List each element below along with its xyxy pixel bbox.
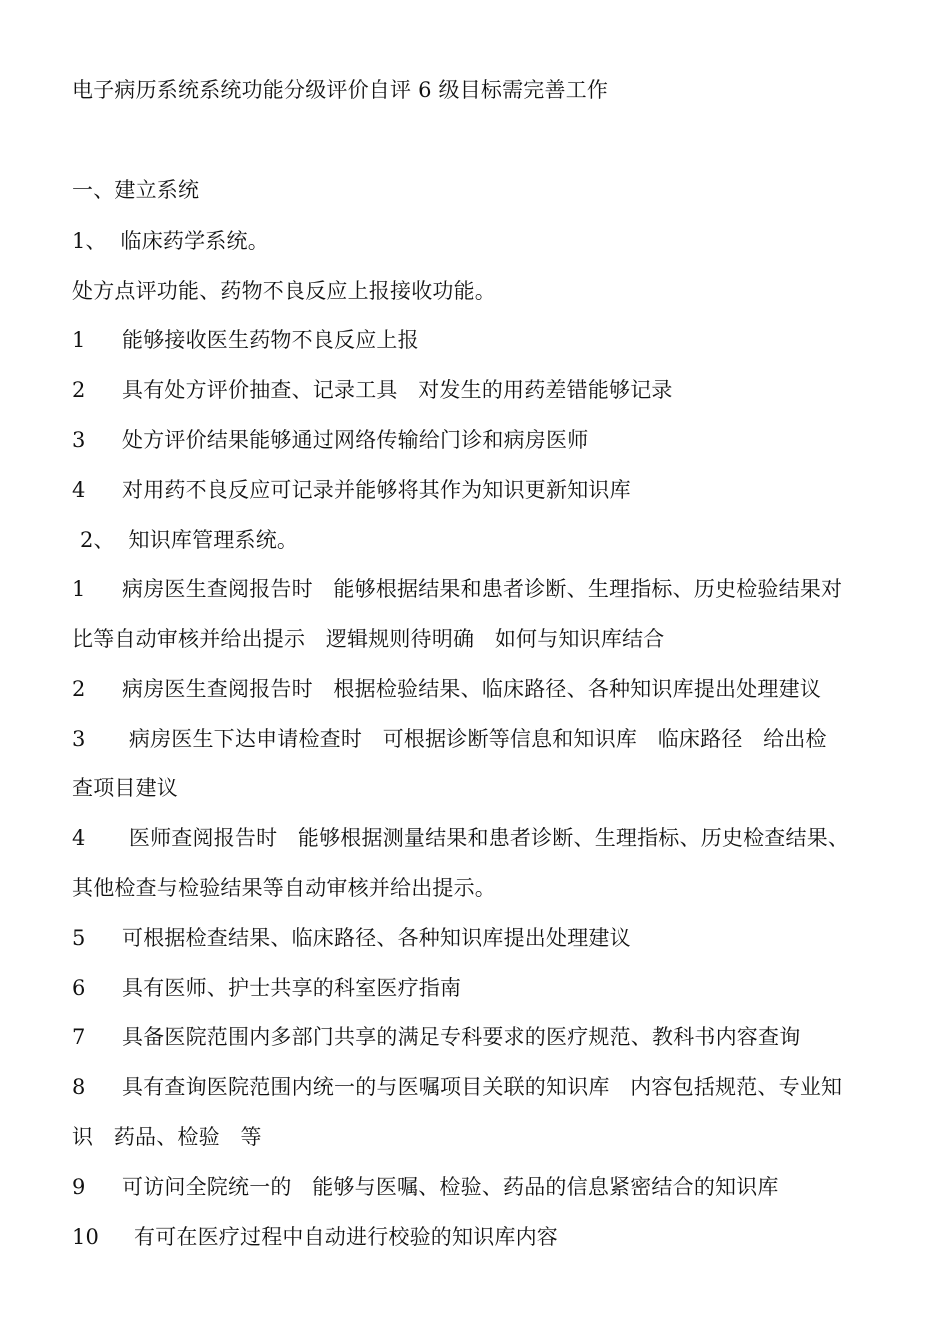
item-text: 具有医师、护士共享的科室医疗指南 [122,976,462,1000]
item-text: 有可在医疗过程中自动进行校验的知识库内容 [134,1225,558,1249]
item-number: 2 [72,677,86,701]
document-title: 电子病历系统系统功能分级评价自评 6 级目标需完善工作 [72,78,609,102]
subsection-heading: 1、 临床药学系统。 [72,229,269,253]
item-number: 1 [72,577,86,601]
item-number: 1 [72,328,86,352]
list-item [72,1172,779,1202]
list-item [72,574,842,604]
item-number: 6 [72,976,86,1000]
list-item [72,674,821,704]
item-number: 5 [72,926,86,950]
item-text: 病房医生下达申请检查时 可根据诊断等信息和知识库 临床路径 给出检 [122,727,827,751]
item-text: 具有查询医院范围内统一的与医嘱项目关联的知识库 内容包括规范、专业知 [122,1075,843,1099]
item-text-continued: 识 药品、检验 等 [72,1125,262,1149]
item-number: 4 [72,826,86,850]
item-number: 3 [72,428,86,452]
item-number: 7 [72,1025,86,1049]
item-text: 处方评价结果能够通过网络传输给门诊和病房医师 [122,428,589,452]
list-item [72,724,827,754]
item-number: 3 [72,727,86,751]
item-text-continued: 其他检查与检验结果等自动审核并给出提示。 [72,876,496,900]
list-item [72,1072,842,1102]
subsection-heading: 2、 知识库管理系统。 [80,528,299,552]
list-item [72,1222,558,1252]
list-item [72,375,673,405]
list-item [72,325,419,355]
item-text-continued: 查项目建议 [72,776,178,800]
item-text-continued: 比等自动审核并给出提示 逻辑规则待明确 如何与知识库结合 [72,627,665,651]
item-text: 病房医生查阅报告时 能够根据结果和患者诊断、生理指标、历史检验结果对 [122,577,843,601]
list-item [72,823,849,853]
item-text: 可访问全院统一的 能够与医嘱、检验、药品的信息紧密结合的知识库 [122,1175,779,1199]
paragraph: 处方点评功能、药物不良反应上报接收功能。 [72,279,496,303]
item-text: 病房医生查阅报告时 根据检验结果、临床路径、各种知识库提出处理建议 [122,677,822,701]
list-item [72,973,461,1003]
item-text: 具有处方评价抽查、记录工具 对发生的用药差错能够记录 [122,378,673,402]
item-text: 具备医院范围内多部门共享的满足专科要求的医疗规范、教科书内容查询 [122,1025,801,1049]
section-heading: 一、建立系统 [72,178,200,202]
item-text: 医师查阅报告时 能够根据测量结果和患者诊断、生理指标、历史检查结果、 [122,826,850,850]
item-number: 9 [72,1175,86,1199]
item-text: 能够接收医生药物不良反应上报 [122,328,419,352]
item-text: 对用药不良反应可记录并能够将其作为知识更新知识库 [122,478,631,502]
item-number: 10 [72,1225,100,1249]
item-number: 8 [72,1075,86,1099]
item-number: 2 [72,378,86,402]
list-item [72,425,588,455]
list-item [72,923,631,953]
item-number: 4 [72,478,86,502]
list-item [72,1022,800,1052]
list-item [72,475,631,505]
item-text: 可根据检查结果、临床路径、各种知识库提出处理建议 [122,926,631,950]
